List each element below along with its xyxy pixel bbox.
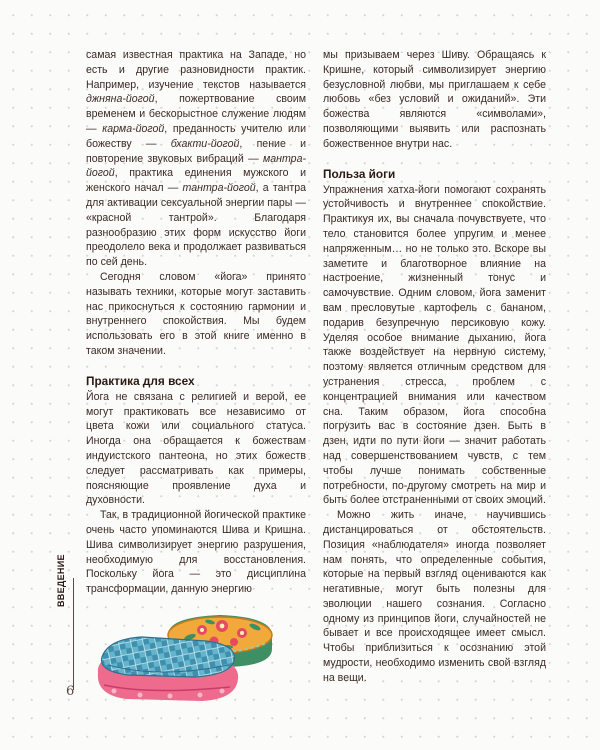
section-heading-practice-for-all: Практика для всех — [86, 373, 195, 388]
term-tantra-yoga: тантра-йогой — [182, 182, 256, 195]
term-karma-yoga: карма-йогой — [102, 122, 165, 135]
meditation-cushions-icon — [90, 595, 280, 707]
left-paragraph-3: Йога не связана с религией и верой, ее могут практиковать все независимо от цвета кожи или социального статуса. Иногда она обращается к божествам индуистского пантеона, но этих божеств следует рассматривать как примеры, поясняющие проявление духа и духовности. — [86, 390, 306, 507]
right-paragraph-3: Можно жить иначе, научившись дистанцироваться от обстоятельств. Позиция «наблюдателя» иногда позволяет нам понять, что определенные события, которые на первый взгляд оцениваются как негативные, могут быть полезны для эволюции нашего сознания. Согласно одному из принципов йоги, случайностей не бывает и все происходящее имеет смысл. Чтобы приблизиться к осознанию этой мудрости, необходимо изменить свой взгляд на вещи. — [323, 509, 546, 684]
term-jnana-yoga: джняна-йогой — [86, 93, 155, 106]
right-column — [323, 48, 546, 686]
left-paragraph-1: самая известная практика на Западе, но есть и другие разновидности практик. Например, изучение текстов называется джняна-йогой, пожертвование своим временем и бескорыстное служение людям — карма-йогой, преданность учителю или божеству — бхакти-йогой, пение и повторение звуковых вибраций — мантра-йогой, практика единения мужского и женского начал — тантра-йогой, а тантра для активации сексуальной энергии пары — «красной тантрой». Благодаря разнообразию этих форм искусство йоги преодолело века и продолжает развиваться по сей день. — [86, 49, 306, 269]
left-paragraph-4: Так, в традиционной йогической практике очень часто упоминаются Шива и Кришна. Шива символизирует энергию разрушения, необходимую для восстановления. Поскольку йога — это дисциплина трансформации, данную энергию — [86, 509, 306, 596]
left-column — [86, 48, 306, 597]
right-paragraph-2: Упражнения хатха-йоги помогают сохранять устойчивость и внутреннее спокойствие. Практикуя их, вы сначала почувствуете, что тело становится более упругим и менее напряженным… но не только это. Вскоре вы заметите и благотворное влияние на настроение, жизненный тонус и самочувствие. Одним словом, йога заменит вам пресловутые картофель с бананом, подарив безупречную персиковую кожу. Уделяя особое внимание дыханию, йога также воздействует на нервную систему, поэтому является отличным средством для устранения стресса, проблем с концентрацией внимания или качеством сна. Таким образом, йога способна погрузить вас в состояние дзен. Быть в дзен, идти по пути йоги — значит работать над совершенствованием чувств, с тем чтобы лучше понимать собственные потребности, по-другому смотреть на мир и быть более отстраненными от своих эмоций. — [323, 183, 546, 507]
page-number: 6 — [66, 684, 75, 699]
left-paragraph-2: Сегодня словом «йога» принято называть техники, которые могут заставить нас прикоснуться к состоянию гармонии и внутреннего спокойствия. Мы будем использовать его в этой книге именно в таком значении. — [86, 270, 306, 357]
right-paragraph-1: мы призываем через Шиву. Обращаясь к Кришне, который символизирует энергию безусловной любви, мы приглашаем к себе любовь «без условий и ожиданий». Эти божества являются «символами», позволяющими выявить или распознать божественное внутри нас. — [323, 49, 546, 150]
term-bhakti-yoga: бхакти-йогой — [170, 137, 240, 150]
section-label: ВВЕДЕНИЕ — [56, 554, 66, 607]
section-heading-benefits-of-yoga: Польза йоги — [323, 166, 396, 181]
term-mantra-yoga: мантра-йогой — [86, 152, 306, 180]
checkered-cushion — [102, 637, 235, 677]
section-divider — [73, 578, 74, 690]
